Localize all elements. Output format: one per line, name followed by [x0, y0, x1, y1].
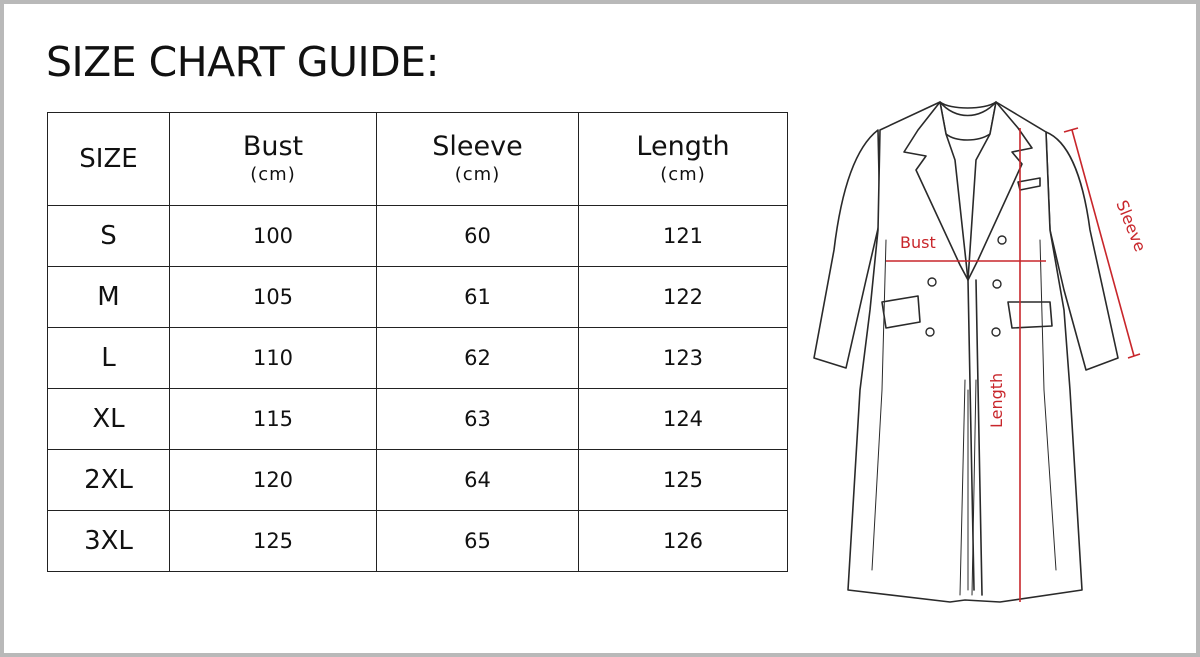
table-row: [48, 511, 788, 572]
header-length-unit: (cm): [660, 164, 706, 185]
table-row: [48, 328, 788, 389]
right-pocket-flap: [1008, 302, 1052, 328]
bust-cell: 120: [170, 450, 377, 511]
length-cell: 125: [579, 450, 788, 511]
sleeve-cell: 63: [377, 389, 579, 450]
size-chart-table: [47, 112, 788, 572]
sleeve-cell: 65: [377, 511, 579, 572]
header-bust-unit: (cm): [250, 164, 296, 185]
length-cell: 121: [579, 206, 788, 267]
button: [998, 236, 1006, 244]
header-sleeve-unit: (cm): [454, 164, 501, 185]
bust-cell: 105: [170, 267, 377, 328]
size-cell: XL: [48, 389, 170, 450]
coat-measurement-diagram: [800, 90, 1160, 610]
header-size: [48, 113, 170, 206]
sleeve-cell: 62: [377, 328, 579, 389]
coat-illustration: [800, 90, 1160, 610]
size-cell: 3XL: [48, 511, 170, 572]
sleeve-cell: 61: [377, 267, 579, 328]
size-cell: L: [48, 328, 170, 389]
header-bust: [170, 113, 377, 206]
length-cell: 122: [579, 267, 788, 328]
sleeve-label: Sleeve: [1112, 197, 1150, 255]
button: [992, 328, 1000, 336]
bust-cell: 125: [170, 511, 377, 572]
size-cell: M: [48, 267, 170, 328]
size-cell: 2XL: [48, 450, 170, 511]
table-row: [48, 267, 788, 328]
header-length: [579, 113, 788, 206]
button: [928, 278, 936, 286]
table-row: [48, 389, 788, 450]
bust-cell: 110: [170, 328, 377, 389]
left-pocket-flap: [882, 296, 920, 328]
bust-cell: 100: [170, 206, 377, 267]
coat-outline: [814, 102, 1118, 602]
table-row: [48, 206, 788, 267]
button: [926, 328, 934, 336]
header-size-label: SIZE: [79, 144, 138, 174]
sleeve-cell: 64: [377, 450, 579, 511]
page-title: SIZE CHART GUIDE:: [46, 38, 439, 86]
sleeve-measure-cap-top: [1064, 128, 1078, 132]
length-label: Length: [987, 372, 1006, 428]
length-cell: 123: [579, 328, 788, 389]
bust-cell: 115: [170, 389, 377, 450]
sleeve-cell: 60: [377, 206, 579, 267]
size-cell: S: [48, 206, 170, 267]
bust-label: Bust: [900, 233, 936, 252]
header-sleeve-label: Sleeve: [432, 131, 523, 162]
table-header-row: [48, 113, 788, 206]
length-cell: 126: [579, 511, 788, 572]
button: [993, 280, 1001, 288]
table-row: [48, 450, 788, 511]
header-length-label: Length: [636, 131, 730, 162]
header-sleeve: [377, 113, 579, 206]
length-cell: 124: [579, 389, 788, 450]
header-bust-label: Bust: [242, 131, 304, 162]
